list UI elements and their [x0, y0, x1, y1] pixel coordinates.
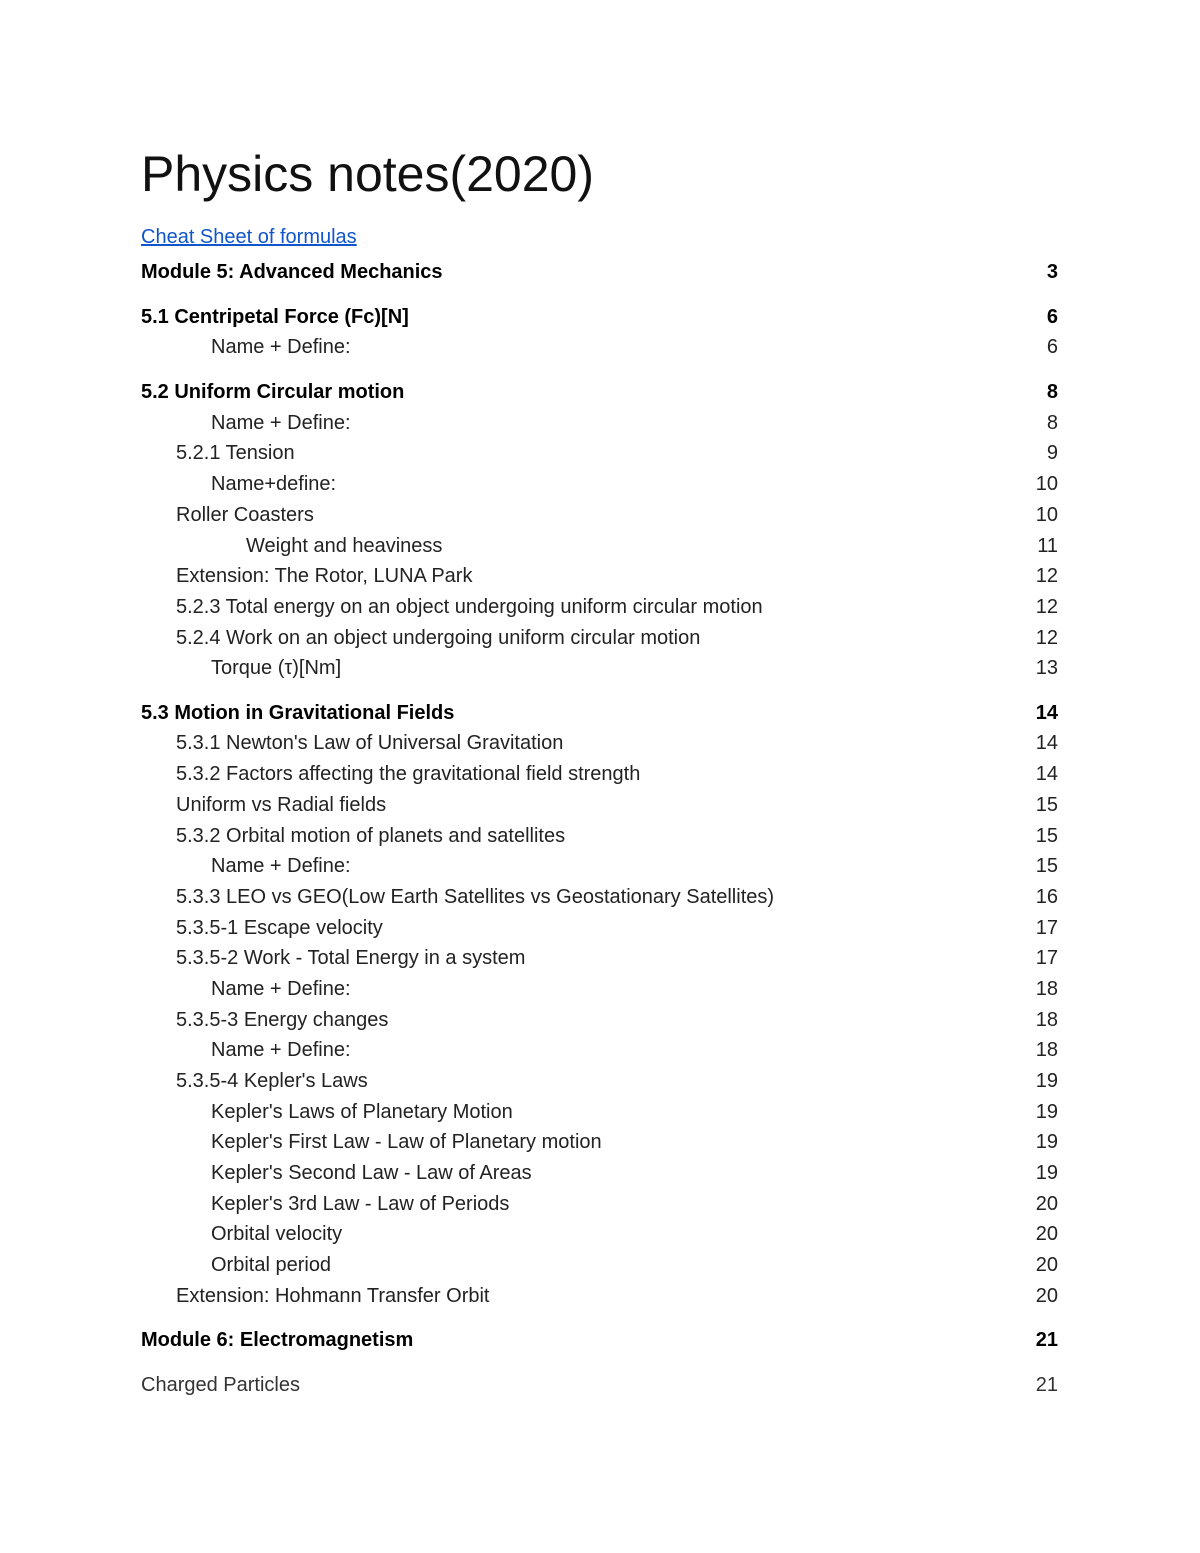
toc-entry[interactable] [0, 822, 1200, 850]
toc-entry-page-number: 15 [1035, 855, 1058, 877]
toc-entry[interactable] [0, 333, 1200, 361]
toc-entry-title: Roller Coasters [176, 504, 314, 526]
cheat-sheet-link[interactable]: Cheat Sheet of formulas [141, 226, 357, 248]
toc-entry-page-number: 18 [1035, 1039, 1058, 1061]
toc-entry-title: Name + Define: [211, 855, 351, 877]
toc-entry[interactable] [0, 1251, 1200, 1279]
toc-entry-page-number: 19 [1035, 1131, 1058, 1153]
toc-entry-title: 5.3.5-2 Work - Total Energy in a system [176, 947, 526, 969]
toc-entry-page-number: 9 [1046, 442, 1058, 464]
toc-entry-page-number: 16 [1035, 886, 1058, 908]
toc-entry-title: Kepler's Laws of Planetary Motion [211, 1101, 513, 1123]
toc-entry[interactable] [0, 975, 1200, 1003]
toc-entry-title: 5.3.5-4 Kepler's Laws [176, 1070, 368, 1092]
toc-entry-title: 5.3.5-3 Energy changes [176, 1009, 389, 1031]
toc-entry[interactable] [0, 258, 1200, 286]
toc-entry[interactable] [0, 409, 1200, 437]
toc-entry-title: 5.3.2 Factors affecting the gravitational field strength [176, 763, 641, 785]
toc-entry[interactable] [0, 883, 1200, 911]
toc-entry-title: Name + Define: [211, 1039, 351, 1061]
toc-entry-title: Extension: Hohmann Transfer Orbit [176, 1285, 490, 1307]
toc-entry-page-number: 15 [1035, 794, 1058, 816]
toc-entry-page-number: 6 [1046, 336, 1058, 358]
toc-entry-page-number: 14 [1035, 763, 1058, 785]
toc-entry-title: 5.3.5-1 Escape velocity [176, 917, 383, 939]
toc-entry-title: Name + Define: [211, 412, 351, 434]
toc-entry[interactable] [0, 1098, 1200, 1126]
toc-entry[interactable] [0, 470, 1200, 498]
toc-entry-title: Uniform vs Radial fields [176, 794, 387, 816]
toc-entry-page-number: 20 [1035, 1193, 1058, 1215]
toc-entry-page-number: 10 [1035, 473, 1058, 495]
toc-entry[interactable] [0, 624, 1200, 652]
toc-entry-page-number: 19 [1035, 1162, 1058, 1184]
toc-entry[interactable] [0, 439, 1200, 467]
toc-entry-title: 5.3.1 Newton's Law of Universal Gravitation [176, 732, 564, 754]
toc-entry-page-number: 15 [1035, 825, 1058, 847]
toc-entry-page-number: 13 [1035, 657, 1058, 679]
toc-entry[interactable] [0, 1159, 1200, 1187]
toc-entry[interactable] [0, 760, 1200, 788]
toc-entry-title: 5.3.3 LEO vs GEO(Low Earth Satellites vs Geostationary Satellites) [176, 886, 775, 908]
toc-entry-page-number: 21 [1035, 1329, 1058, 1351]
toc-entry-page-number: 18 [1035, 978, 1058, 1000]
toc-entry-page-number: 11 [1037, 535, 1058, 557]
toc-entry-page-number: 3 [1046, 261, 1058, 283]
toc-entry[interactable] [0, 562, 1200, 590]
toc-entry-title: 5.3 Motion in Gravitational Fields [141, 702, 455, 724]
toc-entry-page-number: 20 [1035, 1285, 1058, 1307]
toc-entry-title: 5.2.1 Tension [176, 442, 295, 464]
toc-entry-page-number: 21 [1035, 1374, 1058, 1396]
toc-entry-title: Name + Define: [211, 978, 351, 1000]
toc-entry-title: 5.2.3 Total energy on an object undergoing uniform circular motion [176, 596, 763, 618]
toc-entry[interactable] [0, 532, 1200, 560]
toc-entry-title: 5.1 Centripetal Force (Fc)[N] [141, 306, 409, 328]
toc-entry[interactable] [0, 914, 1200, 942]
toc-entry[interactable] [0, 1036, 1200, 1064]
toc-entry-title: Module 5: Advanced Mechanics [141, 261, 443, 283]
toc-entry-title: Kepler's 3rd Law - Law of Periods [211, 1193, 510, 1215]
toc-entry-page-number: 17 [1035, 917, 1058, 939]
toc-entry[interactable] [0, 791, 1200, 819]
toc-entry-page-number: 8 [1046, 412, 1058, 434]
toc-entry-title: Name+define: [211, 473, 337, 495]
toc-entry-page-number: 14 [1035, 732, 1058, 754]
toc-entry[interactable] [0, 1067, 1200, 1095]
toc-entry-page-number: 20 [1035, 1223, 1058, 1245]
toc-entry-page-number: 12 [1035, 565, 1058, 587]
toc-entry-title: Module 6: Electromagnetism [141, 1329, 414, 1351]
toc-entry-page-number: 8 [1046, 381, 1058, 403]
toc-entry-page-number: 20 [1035, 1254, 1058, 1276]
toc-entry[interactable] [0, 1190, 1200, 1218]
toc-entry-title: Orbital velocity [211, 1223, 343, 1245]
toc-entry[interactable] [0, 1371, 1200, 1399]
toc-entry-title: Charged Particles [141, 1374, 300, 1396]
toc-entry-page-number: 14 [1035, 702, 1058, 724]
toc-entry[interactable] [0, 944, 1200, 972]
toc-entry-title: 5.2 Uniform Circular motion [141, 381, 405, 403]
toc-entry-title: Weight and heaviness [246, 535, 443, 557]
toc-entry[interactable] [0, 1006, 1200, 1034]
toc-entry-page-number: 10 [1035, 504, 1058, 526]
toc-entry-page-number: 6 [1046, 306, 1058, 328]
toc-entry-title: 5.3.2 Orbital motion of planets and satellites [176, 825, 566, 847]
toc-entry-page-number: 18 [1035, 1009, 1058, 1031]
toc-entry-page-number: 19 [1035, 1101, 1058, 1123]
toc-entry-title: Orbital period [211, 1254, 332, 1276]
toc-entry-title: Kepler's First Law - Law of Planetary motion [211, 1131, 602, 1153]
toc-entry-title: Kepler's Second Law - Law of Areas [211, 1162, 532, 1184]
toc-entry[interactable] [0, 1128, 1200, 1156]
toc-entry[interactable] [0, 654, 1200, 682]
toc-entry-page-number: 19 [1035, 1070, 1058, 1092]
toc-entry[interactable] [0, 303, 1200, 331]
toc-entry[interactable] [0, 729, 1200, 757]
toc-entry-title: Torque (τ)[Nm] [211, 657, 342, 679]
document-title: Physics notes(2020) [141, 146, 595, 202]
toc-entry-page-number: 12 [1035, 627, 1058, 649]
toc-entry-page-number: 17 [1035, 947, 1058, 969]
toc-entry-page-number: 12 [1035, 596, 1058, 618]
toc-entry[interactable] [0, 852, 1200, 880]
toc-entry[interactable] [0, 378, 1200, 406]
toc-entry[interactable] [0, 1282, 1200, 1310]
toc-entry[interactable] [0, 699, 1200, 727]
toc-entry-title: Extension: The Rotor, LUNA Park [176, 565, 473, 587]
toc-entry-title: 5.2.4 Work on an object undergoing uniform circular motion [176, 627, 701, 649]
toc-entry[interactable] [0, 501, 1200, 529]
toc-entry-title: Name + Define: [211, 336, 351, 358]
toc-entry[interactable] [0, 1326, 1200, 1354]
toc-entry[interactable] [0, 593, 1200, 621]
toc-entry[interactable] [0, 1220, 1200, 1248]
